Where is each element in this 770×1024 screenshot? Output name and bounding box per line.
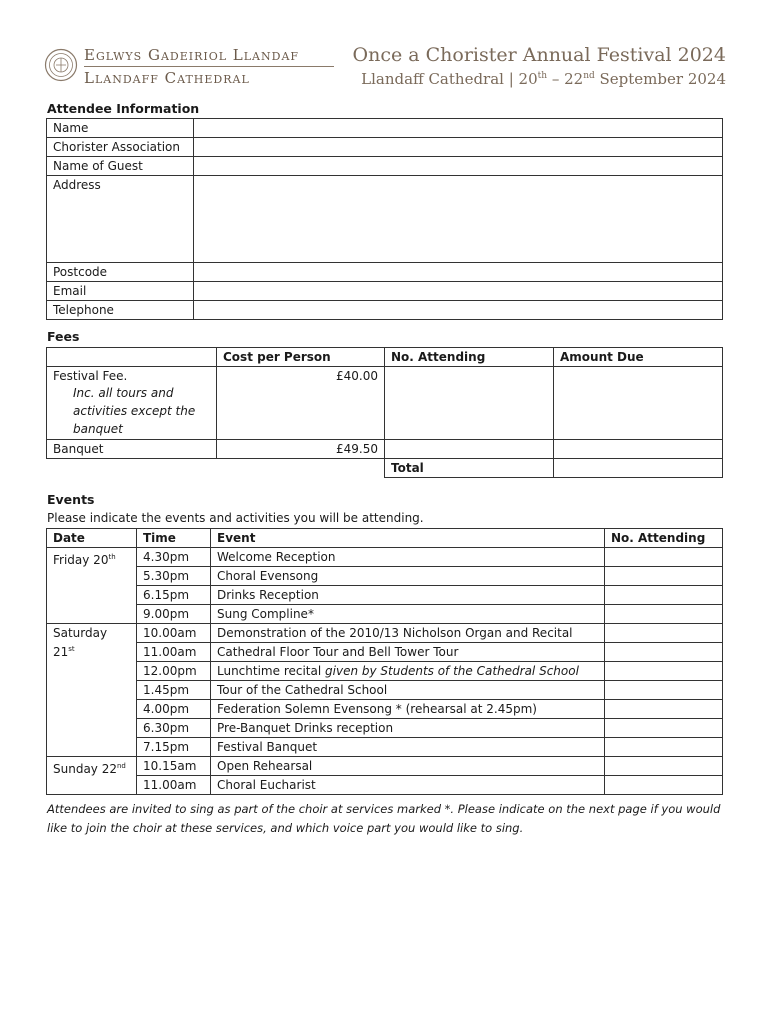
attending-field[interactable] [605, 548, 723, 567]
page-header [44, 44, 726, 94]
table-row [47, 440, 723, 459]
table-row [47, 700, 723, 719]
event-time: 1.45pm [137, 681, 211, 700]
page-title: Once a Chorister Annual Festival 2024 [352, 44, 726, 66]
table-row [47, 348, 723, 367]
festival-attending-field[interactable] [385, 367, 554, 440]
banquet-attending-field[interactable] [385, 440, 554, 459]
attending-field[interactable] [605, 643, 723, 662]
column-header: Amount Due [554, 348, 723, 367]
empty-cell [47, 459, 217, 478]
event-time: 10.15am [137, 757, 211, 776]
event-time: 4.30pm [137, 548, 211, 567]
attending-field[interactable] [605, 700, 723, 719]
table-row [47, 643, 723, 662]
table-row [47, 605, 723, 624]
attending-field[interactable] [605, 719, 723, 738]
date-friday: Friday 20th [47, 548, 137, 624]
name-field[interactable] [194, 119, 723, 138]
attending-field[interactable] [605, 738, 723, 757]
event-time: 7.15pm [137, 738, 211, 757]
events-heading: Events [47, 492, 95, 507]
total-amount-field[interactable] [554, 459, 723, 478]
event-name: Cathedral Floor Tour and Bell Tower Tour [211, 643, 605, 662]
column-header: Time [137, 529, 211, 548]
event-time: 11.00am [137, 643, 211, 662]
table-row [47, 138, 723, 157]
event-time: 6.30pm [137, 719, 211, 738]
email-field[interactable] [194, 282, 723, 301]
date-sunday: Sunday 22nd [47, 757, 137, 795]
event-name: Tour of the Cathedral School [211, 681, 605, 700]
table-row [47, 263, 723, 282]
choir-note: Attendees are invited to sing as part of the choir at services marked *. Please indicate on the next page if you would like to join the choir at these services, and which voice part you would like to sing. [47, 802, 721, 835]
event-name: Choral Eucharist [211, 776, 605, 795]
event-name: Choral Evensong [211, 567, 605, 586]
event-name: Festival Banquet [211, 738, 605, 757]
event-time: 12.00pm [137, 662, 211, 681]
attending-field[interactable] [605, 662, 723, 681]
cathedral-seal-icon [44, 48, 78, 82]
attending-field[interactable] [605, 567, 723, 586]
logo-welsh-name: Eglwys Gadeiriol Llandaf [84, 46, 300, 64]
banquet-amount-field[interactable] [554, 440, 723, 459]
page-subtitle: Llandaff Cathedral | 20th – 22nd September 2024 [361, 70, 726, 88]
field-label: Chorister Association [47, 138, 194, 157]
table-row [47, 738, 723, 757]
table-row [47, 301, 723, 320]
table-row [47, 719, 723, 738]
table-row [47, 757, 723, 776]
festival-fee-title: Festival Fee. [53, 369, 128, 383]
events-intro: Please indicate the events and activities you will be attending. [47, 511, 424, 525]
fees-heading: Fees [47, 329, 80, 344]
logo-english-name: Llandaff Cathedral [84, 69, 250, 87]
field-label: Telephone [47, 301, 194, 320]
banquet-cost: £49.50 [217, 440, 385, 459]
festival-fee-label [47, 367, 217, 440]
column-header: Event [211, 529, 605, 548]
field-label: Name [47, 119, 194, 138]
logo-divider [84, 66, 334, 67]
fees-blank-header [47, 348, 217, 367]
event-time: 5.30pm [137, 567, 211, 586]
attending-field[interactable] [605, 624, 723, 643]
attending-field[interactable] [605, 757, 723, 776]
event-name: Federation Solemn Evensong * (rehearsal at 2.45pm) [211, 700, 605, 719]
address-field[interactable] [194, 176, 723, 263]
attending-field[interactable] [605, 605, 723, 624]
field-label: Postcode [47, 263, 194, 282]
event-name: Open Rehearsal [211, 757, 605, 776]
banquet-label: Banquet [47, 440, 217, 459]
event-name: Lunchtime recital given by Students of the Cathedral School [211, 662, 605, 681]
column-header: No. Attending [385, 348, 554, 367]
date-saturday: Saturday 21st [47, 624, 137, 757]
table-row [47, 567, 723, 586]
event-time: 4.00pm [137, 700, 211, 719]
festival-fee-cost: £40.00 [217, 367, 385, 440]
table-row [47, 157, 723, 176]
attendee-heading: Attendee Information [47, 101, 200, 116]
field-label: Address [47, 176, 194, 263]
table-row [47, 367, 723, 440]
event-name: Sung Compline* [211, 605, 605, 624]
column-header: No. Attending [605, 529, 723, 548]
festival-amount-field[interactable] [554, 367, 723, 440]
telephone-field[interactable] [194, 301, 723, 320]
attending-field[interactable] [605, 681, 723, 700]
column-header: Date [47, 529, 137, 548]
festival-fee-note: Inc. all tours and activities except the banquet [73, 386, 196, 436]
table-row [47, 176, 723, 263]
table-row [47, 529, 723, 548]
field-label: Email [47, 282, 194, 301]
attending-field[interactable] [605, 776, 723, 795]
fees-table [46, 347, 723, 478]
guest-name-field[interactable] [194, 157, 723, 176]
event-name: Demonstration of the 2010/13 Nicholson Organ and Recital [211, 624, 605, 643]
attending-field[interactable] [605, 586, 723, 605]
event-time: 11.00am [137, 776, 211, 795]
table-row [47, 624, 723, 643]
empty-cell [217, 459, 385, 478]
event-name: Drinks Reception [211, 586, 605, 605]
table-row [47, 548, 723, 567]
event-time: 6.15pm [137, 586, 211, 605]
event-name: Pre-Banquet Drinks reception [211, 719, 605, 738]
table-row [47, 282, 723, 301]
attendee-table [46, 118, 723, 320]
event-time: 10.00am [137, 624, 211, 643]
table-row [47, 681, 723, 700]
column-header: Cost per Person [217, 348, 385, 367]
table-row [47, 662, 723, 681]
event-time: 9.00pm [137, 605, 211, 624]
table-row [47, 459, 723, 478]
postcode-field[interactable] [194, 263, 723, 282]
table-row [47, 586, 723, 605]
chorister-association-field[interactable] [194, 138, 723, 157]
table-row [47, 776, 723, 795]
events-table [46, 528, 723, 795]
event-name: Welcome Reception [211, 548, 605, 567]
table-row [47, 119, 723, 138]
field-label: Name of Guest [47, 157, 194, 176]
total-label: Total [385, 459, 554, 478]
